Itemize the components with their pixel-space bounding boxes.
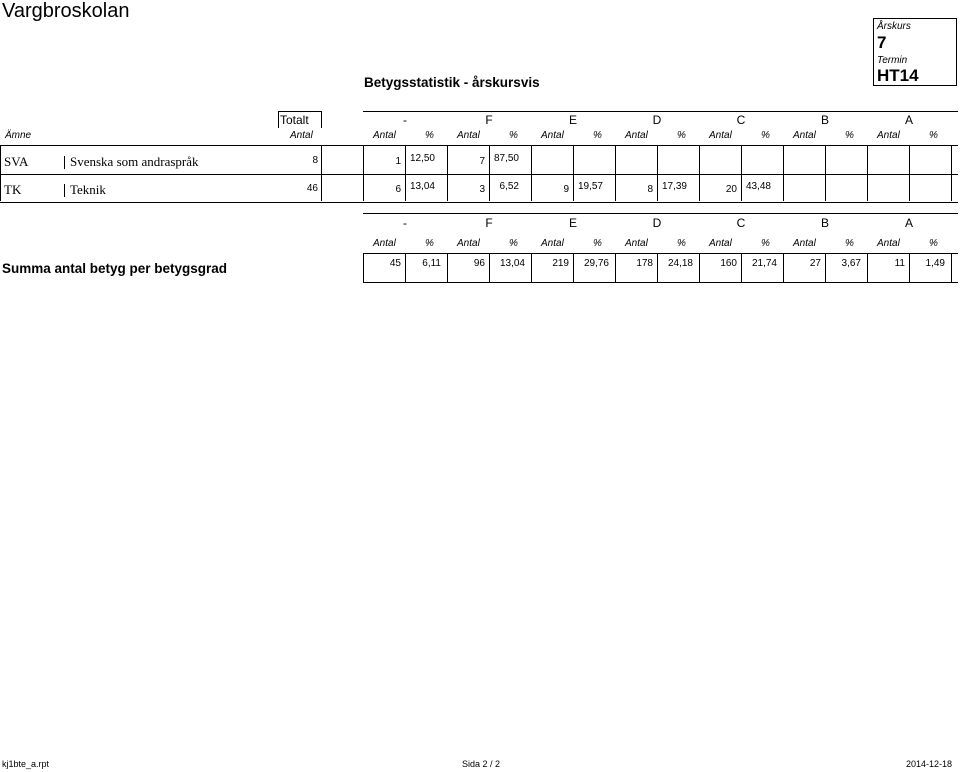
summary-pct-value: 13,04 bbox=[499, 258, 525, 269]
summary-pct-value: 1,49 bbox=[925, 258, 945, 269]
pct-value: 43,48 bbox=[745, 181, 771, 192]
grid-line bbox=[278, 111, 321, 112]
antal-value: 1 bbox=[395, 156, 401, 167]
grade-header: C bbox=[736, 113, 746, 127]
summary-antal-header: Antal bbox=[877, 238, 900, 249]
summary-pct-header: % bbox=[677, 238, 686, 249]
grid-line bbox=[951, 253, 952, 282]
summary-grade-header: F bbox=[485, 216, 493, 230]
summary-antal-header: Antal bbox=[709, 238, 732, 249]
summary-grade-header: D bbox=[652, 216, 662, 230]
antal-header: Antal bbox=[541, 130, 564, 141]
grid-line bbox=[0, 202, 958, 203]
summary-antal-header: Antal bbox=[793, 238, 816, 249]
summary-pct-value: 3,67 bbox=[841, 258, 861, 269]
totalt-header: Totalt bbox=[280, 113, 309, 127]
grade-header: E bbox=[568, 113, 577, 127]
antal-value: 8 bbox=[647, 184, 653, 195]
arskurs-label: Årskurs bbox=[877, 21, 911, 32]
summary-antal-value: 45 bbox=[389, 258, 401, 269]
summary-label: Summa antal betyg per betygsgrad bbox=[2, 261, 228, 276]
summary-pct-value: 24,18 bbox=[667, 258, 693, 269]
summary-pct-header: % bbox=[425, 238, 434, 249]
summary-antal-value: 178 bbox=[636, 258, 653, 269]
grid-line bbox=[363, 145, 364, 201]
pct-header: % bbox=[761, 130, 770, 141]
grid-line bbox=[363, 282, 958, 283]
grid-line bbox=[825, 253, 826, 282]
antal-value: 6 bbox=[395, 184, 401, 195]
summary-antal-value: 96 bbox=[473, 258, 485, 269]
grade-header: - bbox=[403, 113, 407, 127]
pct-header: % bbox=[845, 130, 854, 141]
subject-name: Teknik bbox=[70, 182, 106, 197]
grid-line bbox=[699, 253, 700, 282]
grid-line bbox=[489, 145, 490, 201]
subject-name: Svenska som andraspråk bbox=[70, 154, 199, 169]
grid-line bbox=[909, 145, 910, 201]
grid-line bbox=[573, 145, 574, 201]
grid-line bbox=[447, 145, 448, 201]
grid-line bbox=[0, 145, 1, 201]
grid-line bbox=[321, 111, 322, 128]
grid-line bbox=[278, 111, 279, 128]
grid-line bbox=[783, 145, 784, 201]
grid-line bbox=[741, 145, 742, 201]
pct-header: % bbox=[509, 130, 518, 141]
antal-header: Antal bbox=[877, 130, 900, 141]
pct-value: 19,57 bbox=[577, 181, 603, 192]
summary-antal-header: Antal bbox=[541, 238, 564, 249]
pct-header: % bbox=[593, 130, 602, 141]
summary-grade-header: B bbox=[820, 216, 829, 230]
grid-line bbox=[0, 145, 958, 146]
summary-pct-header: % bbox=[845, 238, 854, 249]
grid-line bbox=[405, 145, 406, 201]
summary-pct-header: % bbox=[509, 238, 518, 249]
grid-line bbox=[363, 253, 958, 254]
info-box bbox=[873, 18, 957, 86]
grid-line bbox=[741, 253, 742, 282]
grid-line bbox=[951, 145, 952, 201]
grid-line bbox=[363, 111, 958, 112]
footer-file: kj1bte_a.rpt bbox=[2, 759, 50, 769]
grid-line bbox=[825, 145, 826, 201]
antal-value: 20 bbox=[725, 184, 737, 195]
arskurs-value: 7 bbox=[877, 33, 887, 52]
summary-grade-header: C bbox=[736, 216, 746, 230]
grid-line bbox=[321, 145, 322, 201]
grid-line bbox=[867, 253, 868, 282]
termin-value: HT14 bbox=[877, 66, 919, 85]
grid-line bbox=[64, 156, 65, 169]
report-title: Betygsstatistik - årskursvis bbox=[364, 75, 540, 90]
grid-line bbox=[363, 213, 958, 214]
grid-line bbox=[363, 253, 364, 282]
pct-header: % bbox=[677, 130, 686, 141]
grid-line bbox=[64, 184, 65, 197]
summary-grade-header: A bbox=[904, 216, 913, 230]
summary-antal-value: 219 bbox=[552, 258, 569, 269]
antal-header: Antal bbox=[625, 130, 648, 141]
summary-antal-header: Antal bbox=[625, 238, 648, 249]
summary-pct-value: 21,74 bbox=[751, 258, 777, 269]
grid-line bbox=[867, 145, 868, 201]
grade-header: A bbox=[904, 113, 913, 127]
summary-antal-value: 160 bbox=[720, 258, 737, 269]
antal-header: Antal bbox=[709, 130, 732, 141]
grid-line bbox=[909, 253, 910, 282]
summary-pct-header: % bbox=[593, 238, 602, 249]
footer-date: 2014-12-18 bbox=[906, 759, 953, 769]
grid-line bbox=[573, 253, 574, 282]
subject-code: SVA bbox=[4, 154, 29, 169]
pct-value: 17,39 bbox=[661, 181, 687, 192]
summary-antal-header: Antal bbox=[373, 238, 396, 249]
summary-pct-value: 6,11 bbox=[422, 258, 441, 269]
grid-line bbox=[699, 145, 700, 201]
total-value: 46 bbox=[306, 183, 318, 194]
grid-line bbox=[447, 253, 448, 282]
termin-label: Termin bbox=[877, 55, 908, 66]
amne-header: Ämne bbox=[5, 130, 32, 141]
grid-line bbox=[405, 253, 406, 282]
summary-pct-header: % bbox=[761, 238, 770, 249]
antal-header: Antal bbox=[457, 130, 480, 141]
grid-line bbox=[489, 253, 490, 282]
pct-value: 87,50 bbox=[493, 153, 519, 164]
antal-value: 3 bbox=[479, 184, 485, 195]
grid-line bbox=[783, 253, 784, 282]
pct-header: % bbox=[929, 130, 938, 141]
total-value: 8 bbox=[312, 155, 318, 166]
footer-page: Sida 2 / 2 bbox=[462, 759, 501, 769]
summary-pct-value: 29,76 bbox=[583, 258, 609, 269]
summary-antal-header: Antal bbox=[457, 238, 480, 249]
grid-line bbox=[615, 145, 616, 201]
pct-value: 6,52 bbox=[499, 181, 519, 192]
grade-header: D bbox=[652, 113, 662, 127]
grid-line bbox=[657, 253, 658, 282]
grid-line bbox=[0, 174, 958, 175]
antal-header-total: Antal bbox=[290, 130, 313, 141]
grade-header: B bbox=[820, 113, 829, 127]
antal-header: Antal bbox=[373, 130, 396, 141]
summary-antal-value: 11 bbox=[894, 258, 905, 269]
subject-code: TK bbox=[4, 182, 22, 197]
summary-grade-header: E bbox=[568, 216, 577, 230]
summary-antal-value: 27 bbox=[809, 258, 821, 269]
antal-value: 7 bbox=[479, 156, 485, 167]
grid-line bbox=[615, 253, 616, 282]
pct-value: 12,50 bbox=[409, 153, 435, 164]
pct-header: % bbox=[425, 130, 434, 141]
pct-value: 13,04 bbox=[409, 181, 435, 192]
grid-line bbox=[531, 145, 532, 201]
summary-grade-header: - bbox=[403, 216, 407, 230]
school-name: Vargbroskolan bbox=[2, 0, 130, 22]
grade-header: F bbox=[485, 113, 493, 127]
summary-pct-header: % bbox=[929, 238, 938, 249]
grid-line bbox=[657, 145, 658, 201]
antal-header: Antal bbox=[793, 130, 816, 141]
grid-line bbox=[531, 253, 532, 282]
antal-value: 9 bbox=[563, 184, 569, 195]
